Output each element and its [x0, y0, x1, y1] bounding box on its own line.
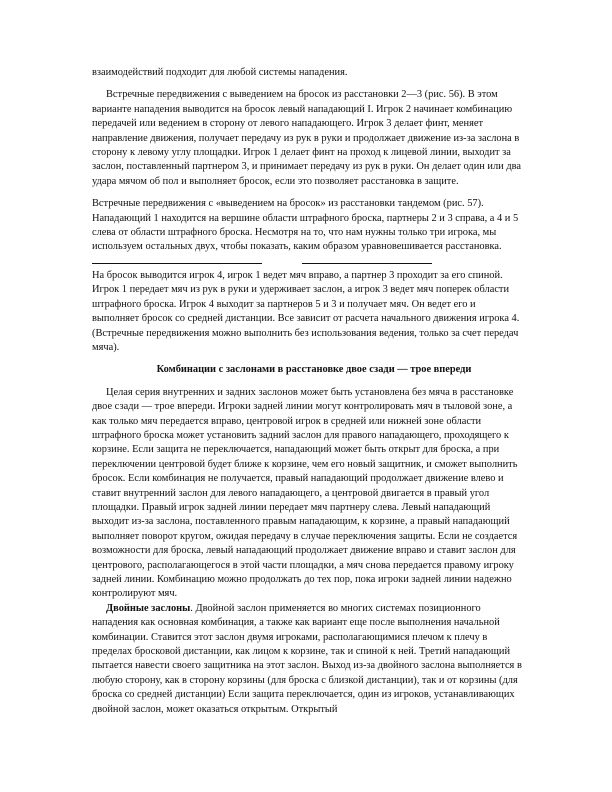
double-screens-term: Двойные заслоны: [106, 602, 191, 614]
paragraph-continuation: взаимодействий подходит для любой системы нападения.: [92, 67, 348, 78]
paragraph-counter-movements-2-3: Встречные передвижения с выведением на бросок из расстановки 2—3 (рис. 56). В этом варианте нападения выводится на бросок левый нападающий I. Игрок 2 начинает комбинацию передачей или ведением в сторону от левого нападающего. Игрок 3 делает финт, меняет направление движения, получает передачу из рук в руки и продолжает движение из-за заслона в сторону к левому углу площадки. Игрок 1 делает финт на проход к лицевой линии, выходит за заслон, поставленный партнером 3, и принимает передачу из рук в руки. Он делает один или два удара мячом об пол и выполняет бросок, если это позволяет расстановка в защите.: [92, 89, 522, 187]
document-page: [92, 66, 522, 717]
paragraph-tandem-execution: На бросок выводится игрок 4, игрок 1 ведет мяч вправо, а партнер 3 проходит за его спиной. Игрок 1 передает мяч из рук в руки и удерживает заслон, а игрок 3 ведет мяч поперек области штрафного броска. Игрок 4 выходит за партнеров 5 и 3 и получает мяч. Он ведет его и выполняет бросок со средней дистанции. Все зависит от расчета начального движения игрока 4. (Встречные передвижения можно выполнить без использования ведения, только за счет передач мяча).: [92, 269, 520, 353]
separator-line-left: [92, 263, 262, 264]
paragraph-screens-series: Целая серия внутренних и задних заслонов может быть установлена без мяча в расстановке двое сзади — трое впереди. Игроки задней линии могут контролировать мяч в тыловой зоне, а как только мяч передается вправо, центровой игрок в средней или нижней зоне области штрафного броска может установить задний заслон для правого нападающего, проходящего к корзине. Если защита не переключается, нападающий может быть открыт для броска, а при переключении центровой будет ближе к корзине, чем его новый защитник, и сможет выполнить бросок. Если комбинация не получается, правый нападающий продолжает движение влево и ставит внутренний заслон для левого нападающего, а центровой двигается в правый угол площадки. Правый игрок задней линии передает мяч партнеру слева. Левый нападающий выходит из-за заслона, поставленного правым нападающим, к корзине, а правый нападающий выполняет поворот кругом, ожидая передачу в случае переключения защиты. Если не создается возможности для броска, левый нападающий продолжает движение вправо и ставит заслон для центрового, располагающегося в этой части площадки, а мяч снова передается правому игроку задней линии. Комбинацию можно продолжать до тех пор, пока игроки задней линии надежно контролируют мяч.: [92, 386, 518, 600]
figure-separator: [92, 255, 522, 269]
paragraph-tandem-positions: Нападающий 1 находится на вершине области штрафного броска, партнеры 2 и 3 справа, а 4 и 5 слева от области штрафного броска. Несмотря на то, что нам нужны только три игрока, мы используем остальных двух, чтобы показать, каким образом уравновешивается расстановка.: [92, 212, 519, 253]
separator-line-right: [302, 263, 432, 264]
paragraph-double-screens: [92, 602, 522, 717]
double-screens-text: . Двойной заслон применяется во многих системах позиционного нападения как основная комбинация, а также как вариант еще после выполнения начальной комбинации. Ставится этот заслон двумя игроками, располагающимися плечом к плечу в пределах бросковой дистанции, как лицом к корзине, так и спиной к ней. Третий нападающий пытается навести своего защитника на этот заслон. Выход из-за двойного заслона выполняется в любую сторону, как в сторону корзины (для броска с близкой дистанции), так и от корзины (для броска со средней дистанции) Если защита переключается, один из игроков, устанавливающих двойной заслон, может оказаться открытым. Открытый: [92, 602, 522, 715]
section-heading: Комбинации с заслонами в расстановке двое сзади — трое впереди: [156, 364, 472, 376]
paragraph-tandem-intro: Встречные передвижения с «выведением на бросок» из расстановки тандемом (рис. 57).: [92, 198, 484, 210]
